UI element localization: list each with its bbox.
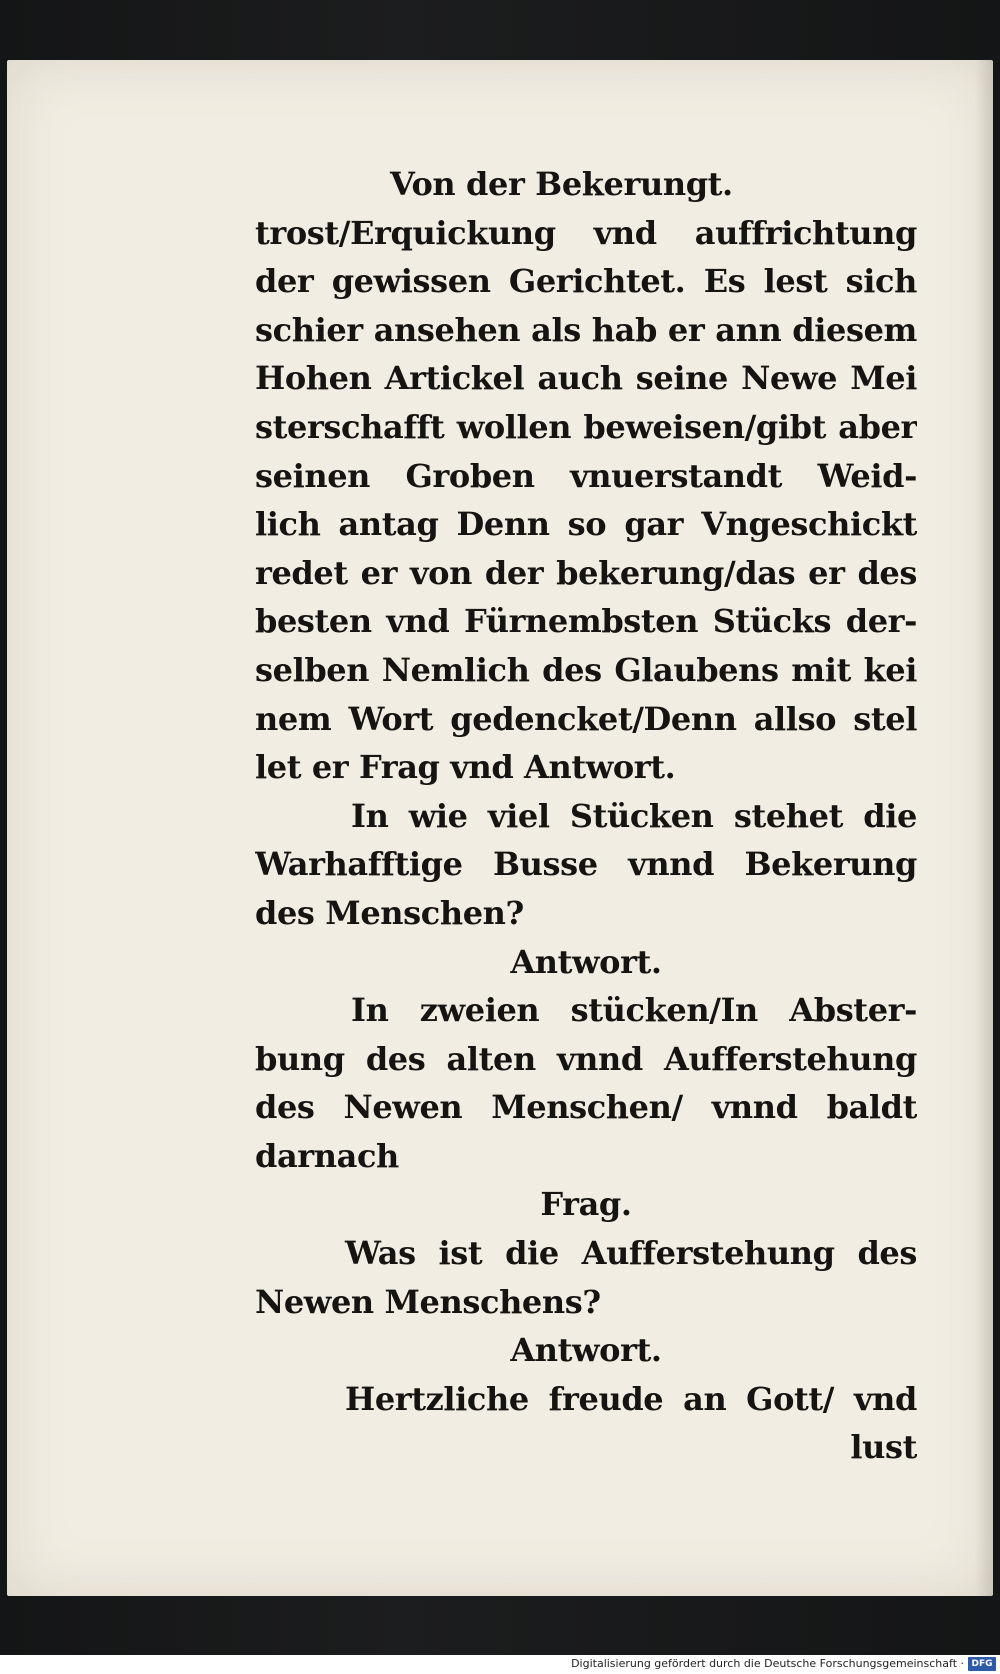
text-line: schier ansehen als hab er ann diesem — [255, 310, 917, 349]
footer-bar — [0, 1655, 1000, 1674]
answer-heading: Antwort. — [510, 942, 662, 981]
text-line: seinen Groben vnuerstandt Weid- — [255, 456, 917, 495]
answer-line: darnach — [255, 1136, 399, 1175]
funding-credit: Digitalisierung gefördert durch die Deutsche Forschungsgemeinschaft · — [571, 1657, 964, 1670]
dfg-logo: DFG — [968, 1657, 996, 1671]
page-text-block — [255, 160, 917, 1472]
text-line: trost/Erquickung vnd auffrichtung — [255, 213, 917, 252]
text-line: Hohen Artickel auch seine Newe Mei — [255, 359, 917, 398]
answer-line: In zweien stücken/In Abster- — [351, 991, 917, 1030]
running-head: Von der Bekerungt. — [390, 165, 733, 203]
answer-heading: Antwort. — [510, 1331, 662, 1370]
text-line: besten vnd Fürnembsten Stücks der- — [255, 602, 917, 641]
text-line: let er Frag vnd Antwort. — [255, 748, 676, 787]
question-heading: Frag. — [540, 1185, 632, 1224]
question-line: Was ist die Aufferstehung des — [345, 1234, 917, 1273]
catchword: lust — [850, 1428, 917, 1467]
text-line: redet er von der bekerung/das er des — [255, 553, 917, 592]
answer-line: Hertzliche freude an Gott/ vnd — [345, 1379, 917, 1418]
answer-line: bung des alten vnnd Aufferstehung — [255, 1039, 917, 1078]
question-line: Warhafftige Busse vnnd Bekerung — [255, 845, 917, 884]
question-line: des Menschen? — [255, 893, 524, 932]
text-line: lich antag Denn so gar Vngeschickt — [255, 505, 917, 544]
text-line: sterschafft wollen beweisen/gibt aber — [255, 407, 917, 446]
text-line: der gewissen Gerichtet. Es lest sich — [255, 262, 917, 301]
question-line: In wie viel Stücken stehet die — [351, 796, 917, 835]
answer-line: des Newen Menschen/ vnnd baldt — [255, 1088, 917, 1127]
question-line: Newen Menschens? — [255, 1282, 601, 1321]
page-edge-shadow — [975, 60, 993, 1596]
text-line: nem Wort gedencket/Denn allso stel — [255, 699, 917, 738]
text-line: selben Nemlich des Glaubens mit kei — [255, 650, 917, 689]
